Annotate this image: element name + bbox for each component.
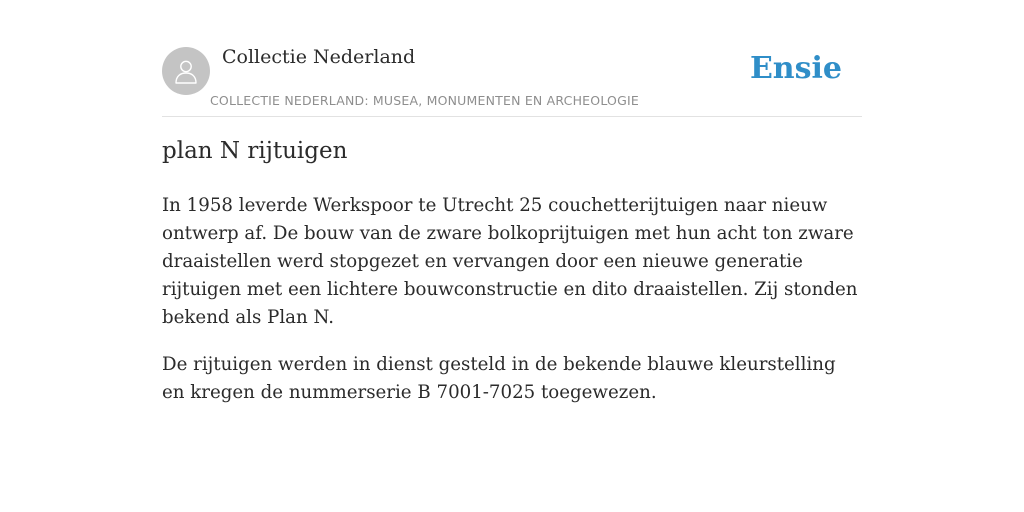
user-icon [171,56,201,86]
author-name[interactable]: Collectie Nederland [222,46,416,68]
article-body [162,192,862,426]
article-paragraph: De rijtuigen werden in dienst gesteld in de bekende blauwe kleurstelling en kregen de nummerserie B 7001-7025 toegewezen. [162,354,836,403]
avatar[interactable] [162,47,210,95]
brand-logo[interactable]: Ensie [749,51,842,86]
author-description: COLLECTIE NEDERLAND: MUSEA, MONUMENTEN EN ARCHEOLOGIE [210,93,639,108]
article-paragraph: In 1958 leverde Werkspoor te Utrecht 25 couchetterijtuigen naar nieuw ontwerp af. De bouw van de zware bolkoprijtuigen met hun acht ton zware draaistellen werd stopgezet en vervangen door een nieuwe generatie rijtuigen met een lichtere bouwconstructie en dito draaistellen. Zij stonden bekend als Plan N. [162,195,858,328]
article-title: plan N rijtuigen [162,138,348,164]
author-header [162,44,862,117]
